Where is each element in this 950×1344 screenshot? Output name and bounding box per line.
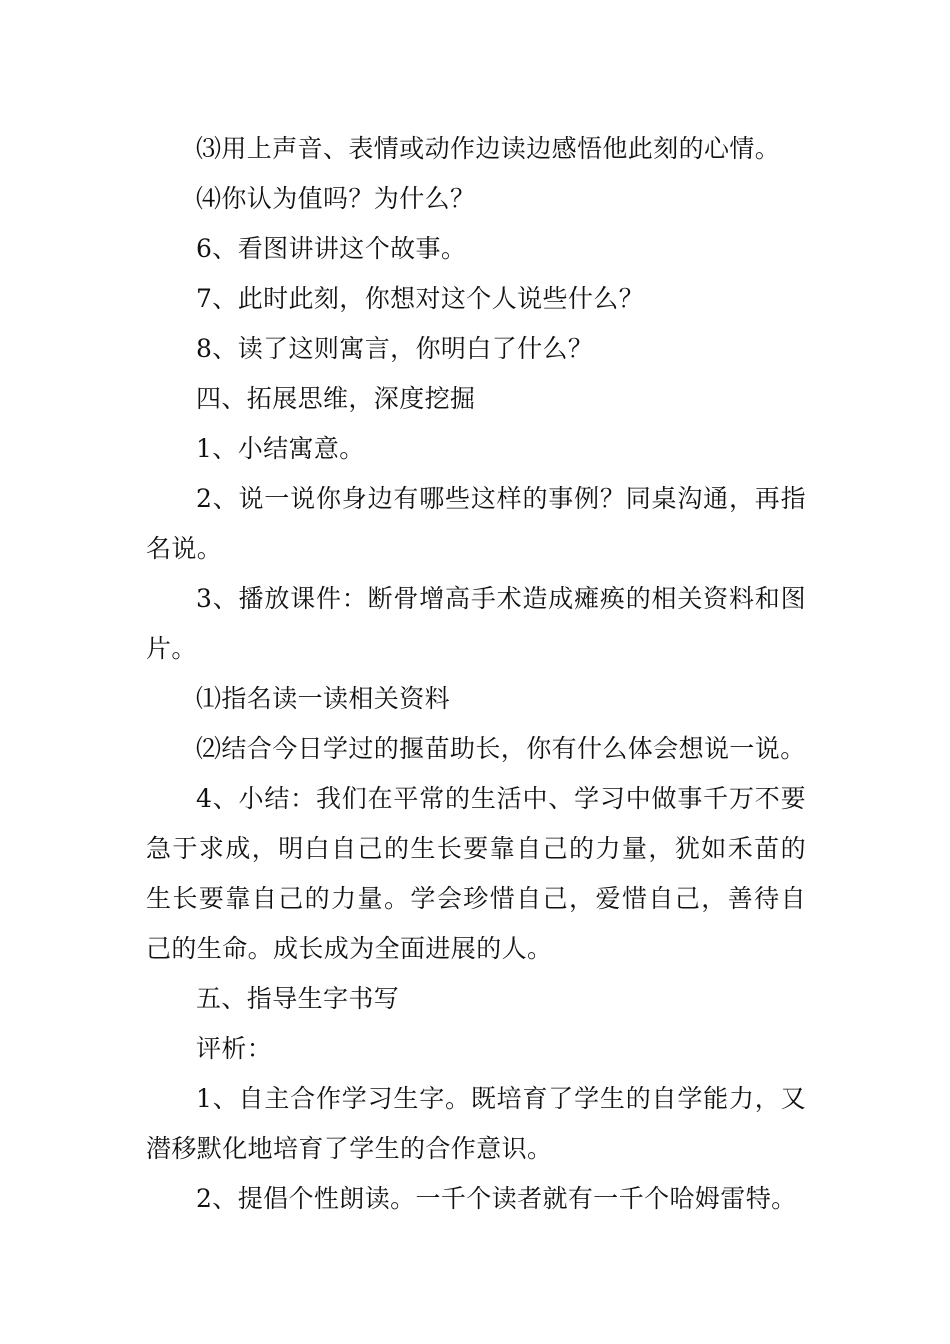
paragraph-item-6: 6、看图讲讲这个故事。 [196,234,467,263]
paragraph-examples-discussion: 2、说一说你身边有哪些这样的事例？同桌沟通，再指名说。 [146,484,806,563]
paragraph-reflection: ⑵结合今日学过的揠苗助长，你有什么体会想说一说。 [196,734,806,763]
paragraph-review-2: 2、提倡个性朗读。一千个读者就有一千个哈姆雷特。 [196,1184,797,1213]
section-heading-5: 五、指导生字书写 [196,984,400,1013]
paragraph-item-7: 7、此时此刻，你想对这个人说些什么？ [196,284,645,313]
paragraph-play-courseware: 3、播放课件：断骨增高手术造成瘫痪的相关资料和图片。 [146,584,806,663]
paragraph-review-1: 1、自主合作学习生字。既培育了学生的自学能力，又潜移默化地培育了学生的合作意识。 [146,1084,806,1163]
paragraph-review-heading: 评析： [196,1034,273,1063]
section-heading-4: 四、拓展思维，深度挖掘 [196,384,476,413]
document-body [146,124,806,1224]
paragraph-step-3-read-aloud: ⑶用上声音、表情或动作边读边感悟他此刻的心情。 [196,134,781,163]
paragraph-summary-moral: 1、小结寓意。 [196,434,365,463]
paragraph-conclusion: 4、小结：我们在平常的生活中、学习中做事千万不要急于求成，明白自己的生长要靠自己的力量，犹如禾苗的生长要靠自己的力量。学会珍惜自己，爱惜自己，善待自己的生命。成长成为全面进展的人。 [146,784,806,963]
paragraph-item-8: 8、读了这则寓言，你明白了什么？ [196,334,594,363]
paragraph-step-4-worth-it: ⑷你认为值吗？为什么？ [196,184,476,213]
paragraph-read-materials: ⑴指名读一读相关资料 [196,684,451,713]
